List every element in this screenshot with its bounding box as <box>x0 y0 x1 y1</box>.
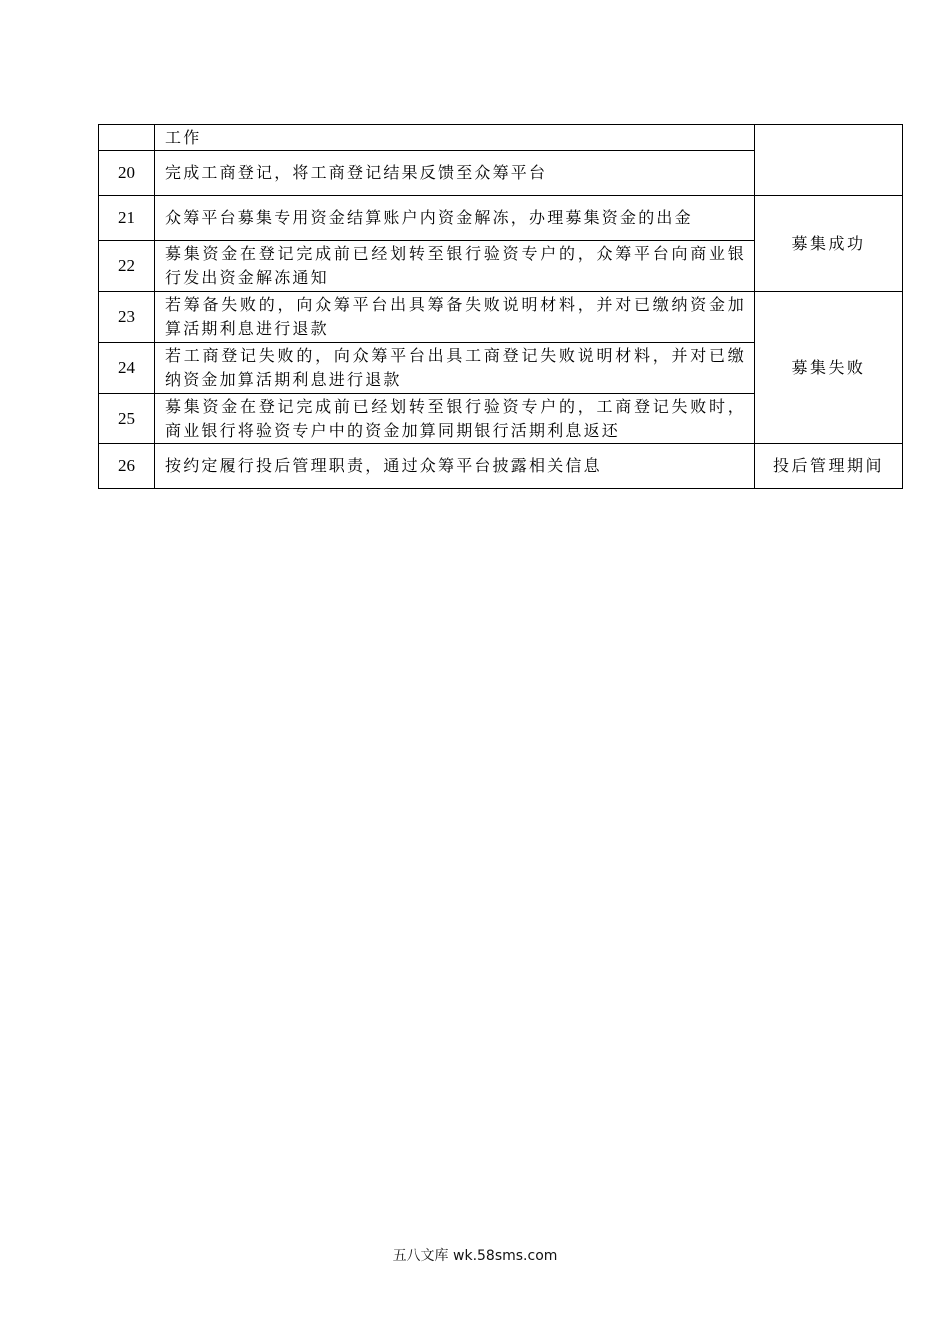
process-table <box>98 124 903 489</box>
row-number: 22 <box>99 241 155 292</box>
step-description: 募集资金在登记完成前已经划转至银行验资专户的，工商登记失败时，商业银行将验资专户中的资金加算同期银行活期利息返还 <box>155 394 755 444</box>
step-description: 工作 <box>155 125 755 151</box>
row-number: 20 <box>99 151 155 196</box>
stage-label <box>755 125 903 196</box>
row-number: 23 <box>99 292 155 343</box>
footer-watermark: 五八文库 wk.58sms.com <box>392 1248 558 1264</box>
row-number: 24 <box>99 343 155 394</box>
table-row <box>99 292 903 343</box>
step-description: 若工商登记失败的，向众筹平台出具工商登记失败说明材料，并对已缴纳资金加算活期利息进行退款 <box>155 343 755 394</box>
step-description: 众筹平台募集专用资金结算账户内资金解冻，办理募集资金的出金 <box>155 196 755 241</box>
step-description: 完成工商登记，将工商登记结果反馈至众筹平台 <box>155 151 755 196</box>
row-number: 21 <box>99 196 155 241</box>
step-description: 按约定履行投后管理职责，通过众筹平台披露相关信息 <box>155 444 755 489</box>
table-row <box>99 125 903 151</box>
row-number: 25 <box>99 394 155 444</box>
stage-label: 投后管理期间 <box>755 444 903 489</box>
table-row <box>99 196 903 241</box>
stage-label: 募集失败 <box>755 292 903 444</box>
step-description: 若筹备失败的，向众筹平台出具筹备失败说明材料，并对已缴纳资金加算活期利息进行退款 <box>155 292 755 343</box>
table-row <box>99 444 903 489</box>
row-number: 26 <box>99 444 155 489</box>
row-number <box>99 125 155 151</box>
step-description: 募集资金在登记完成前已经划转至银行验资专户的，众筹平台向商业银行发出资金解冻通知 <box>155 241 755 292</box>
stage-label: 募集成功 <box>755 196 903 292</box>
